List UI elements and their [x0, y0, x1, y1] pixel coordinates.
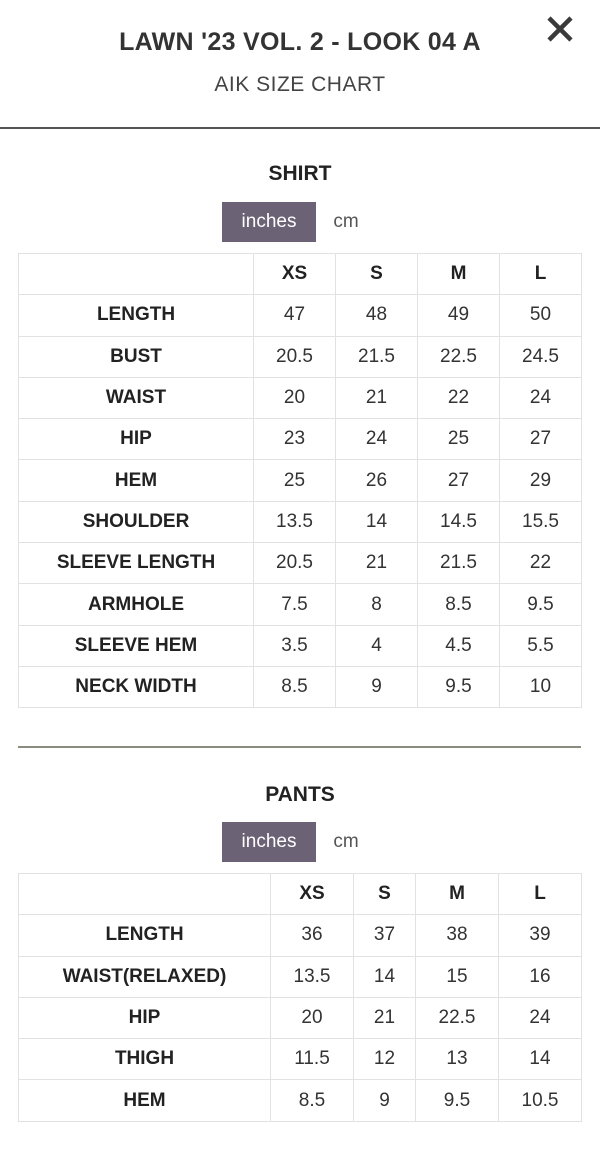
measurement-value: 24 [499, 997, 582, 1038]
measurement-value: 11.5 [271, 1039, 354, 1080]
table-row [19, 997, 582, 1038]
measurement-value: 9 [354, 1080, 416, 1121]
size-header-m: M [418, 254, 500, 295]
measurement-value: 9.5 [416, 1080, 499, 1121]
measurement-value: 21.5 [418, 543, 500, 584]
size-header-s: S [354, 874, 416, 915]
measurement-value: 22.5 [418, 336, 500, 377]
measurement-value: 39 [499, 915, 582, 956]
measurement-value: 37 [354, 915, 416, 956]
measurement-value: 13.5 [271, 956, 354, 997]
table-header-row [19, 874, 582, 915]
measurement-label: THIGH [19, 1039, 271, 1080]
table-header-row [19, 254, 582, 295]
pants-cm-button[interactable]: cm [333, 831, 359, 852]
table-row [19, 295, 582, 336]
measurement-value: 14 [499, 1039, 582, 1080]
measurement-value: 24 [500, 377, 582, 418]
measurement-value: 12 [354, 1039, 416, 1080]
table-row [19, 1039, 582, 1080]
measurement-value: 23 [254, 419, 336, 460]
measurement-value: 8 [336, 584, 418, 625]
pants-size-table [18, 873, 582, 1122]
measurement-value: 25 [418, 419, 500, 460]
measurement-value: 8.5 [418, 584, 500, 625]
measurement-value: 22.5 [416, 997, 499, 1038]
measurement-value: 10.5 [499, 1080, 582, 1121]
header-corner-cell [19, 254, 254, 295]
measurement-value: 20 [271, 997, 354, 1038]
measurement-value: 7.5 [254, 584, 336, 625]
measurement-value: 21.5 [336, 336, 418, 377]
measurement-value: 13 [416, 1039, 499, 1080]
measurement-value: 21 [336, 543, 418, 584]
measurement-value: 20 [254, 377, 336, 418]
table-row [19, 956, 582, 997]
table-row [19, 584, 582, 625]
measurement-label: WAIST [19, 377, 254, 418]
pants-unit-toggle [222, 822, 376, 862]
size-header-xs: XS [254, 254, 336, 295]
measurement-value: 9.5 [418, 666, 500, 707]
measurement-value: 15 [416, 956, 499, 997]
measurement-label: HIP [19, 997, 271, 1038]
measurement-label: ARMHOLE [19, 584, 254, 625]
pants-inches-button[interactable]: inches [222, 822, 316, 862]
measurement-value: 20.5 [254, 543, 336, 584]
measurement-value: 26 [336, 460, 418, 501]
measurement-value: 49 [418, 295, 500, 336]
measurement-value: 14 [336, 501, 418, 542]
modal-header [0, 0, 600, 129]
measurement-value: 21 [336, 377, 418, 418]
table-row [19, 1080, 582, 1121]
close-button[interactable] [540, 10, 580, 50]
measurement-label: SLEEVE HEM [19, 625, 254, 666]
measurement-value: 27 [500, 419, 582, 460]
measurement-label: NECK WIDTH [19, 666, 254, 707]
measurement-value: 48 [336, 295, 418, 336]
measurement-value: 4 [336, 625, 418, 666]
header-corner-cell [19, 874, 271, 915]
measurement-value: 29 [500, 460, 582, 501]
measurement-value: 8.5 [271, 1080, 354, 1121]
measurement-value: 9.5 [500, 584, 582, 625]
close-icon [540, 10, 580, 50]
measurement-value: 24 [336, 419, 418, 460]
measurement-value: 13.5 [254, 501, 336, 542]
size-header-m: M [416, 874, 499, 915]
section-divider [18, 746, 581, 748]
table-row [19, 377, 582, 418]
pants-section-title: PANTS [265, 783, 335, 806]
measurement-label: SLEEVE LENGTH [19, 543, 254, 584]
shirt-unit-toggle [222, 202, 376, 242]
size-header-l: L [500, 254, 582, 295]
measurement-value: 50 [500, 295, 582, 336]
table-row [19, 501, 582, 542]
measurement-value: 27 [418, 460, 500, 501]
measurement-value: 21 [354, 997, 416, 1038]
size-header-s: S [336, 254, 418, 295]
table-row [19, 625, 582, 666]
size-header-l: L [499, 874, 582, 915]
table-row [19, 543, 582, 584]
measurement-label: HEM [19, 1080, 271, 1121]
page-title: LAWN '23 VOL. 2 - LOOK 04 A [119, 28, 481, 56]
measurement-value: 38 [416, 915, 499, 956]
measurement-value: 15.5 [500, 501, 582, 542]
shirt-inches-button[interactable]: inches [222, 202, 316, 242]
measurement-value: 14.5 [418, 501, 500, 542]
measurement-value: 25 [254, 460, 336, 501]
measurement-label: BUST [19, 336, 254, 377]
table-row [19, 666, 582, 707]
shirt-section-title: SHIRT [268, 162, 332, 185]
shirt-size-table [18, 253, 582, 708]
measurement-value: 16 [499, 956, 582, 997]
measurement-label: HIP [19, 419, 254, 460]
measurement-value: 20.5 [254, 336, 336, 377]
table-row [19, 460, 582, 501]
measurement-value: 9 [336, 666, 418, 707]
measurement-label: LENGTH [19, 295, 254, 336]
measurement-value: 3.5 [254, 625, 336, 666]
table-row [19, 419, 582, 460]
measurement-value: 14 [354, 956, 416, 997]
measurement-label: LENGTH [19, 915, 271, 956]
measurement-value: 47 [254, 295, 336, 336]
measurement-label: HEM [19, 460, 254, 501]
size-header-xs: XS [271, 874, 354, 915]
measurement-value: 22 [418, 377, 500, 418]
measurement-value: 24.5 [500, 336, 582, 377]
table-row [19, 915, 582, 956]
measurement-label: SHOULDER [19, 501, 254, 542]
shirt-cm-button[interactable]: cm [333, 211, 359, 232]
table-row [19, 336, 582, 377]
measurement-value: 8.5 [254, 666, 336, 707]
measurement-label: WAIST(RELAXED) [19, 956, 271, 997]
measurement-value: 22 [500, 543, 582, 584]
page-subtitle: AIK SIZE CHART [214, 73, 386, 96]
measurement-value: 4.5 [418, 625, 500, 666]
measurement-value: 5.5 [500, 625, 582, 666]
measurement-value: 10 [500, 666, 582, 707]
measurement-value: 36 [271, 915, 354, 956]
